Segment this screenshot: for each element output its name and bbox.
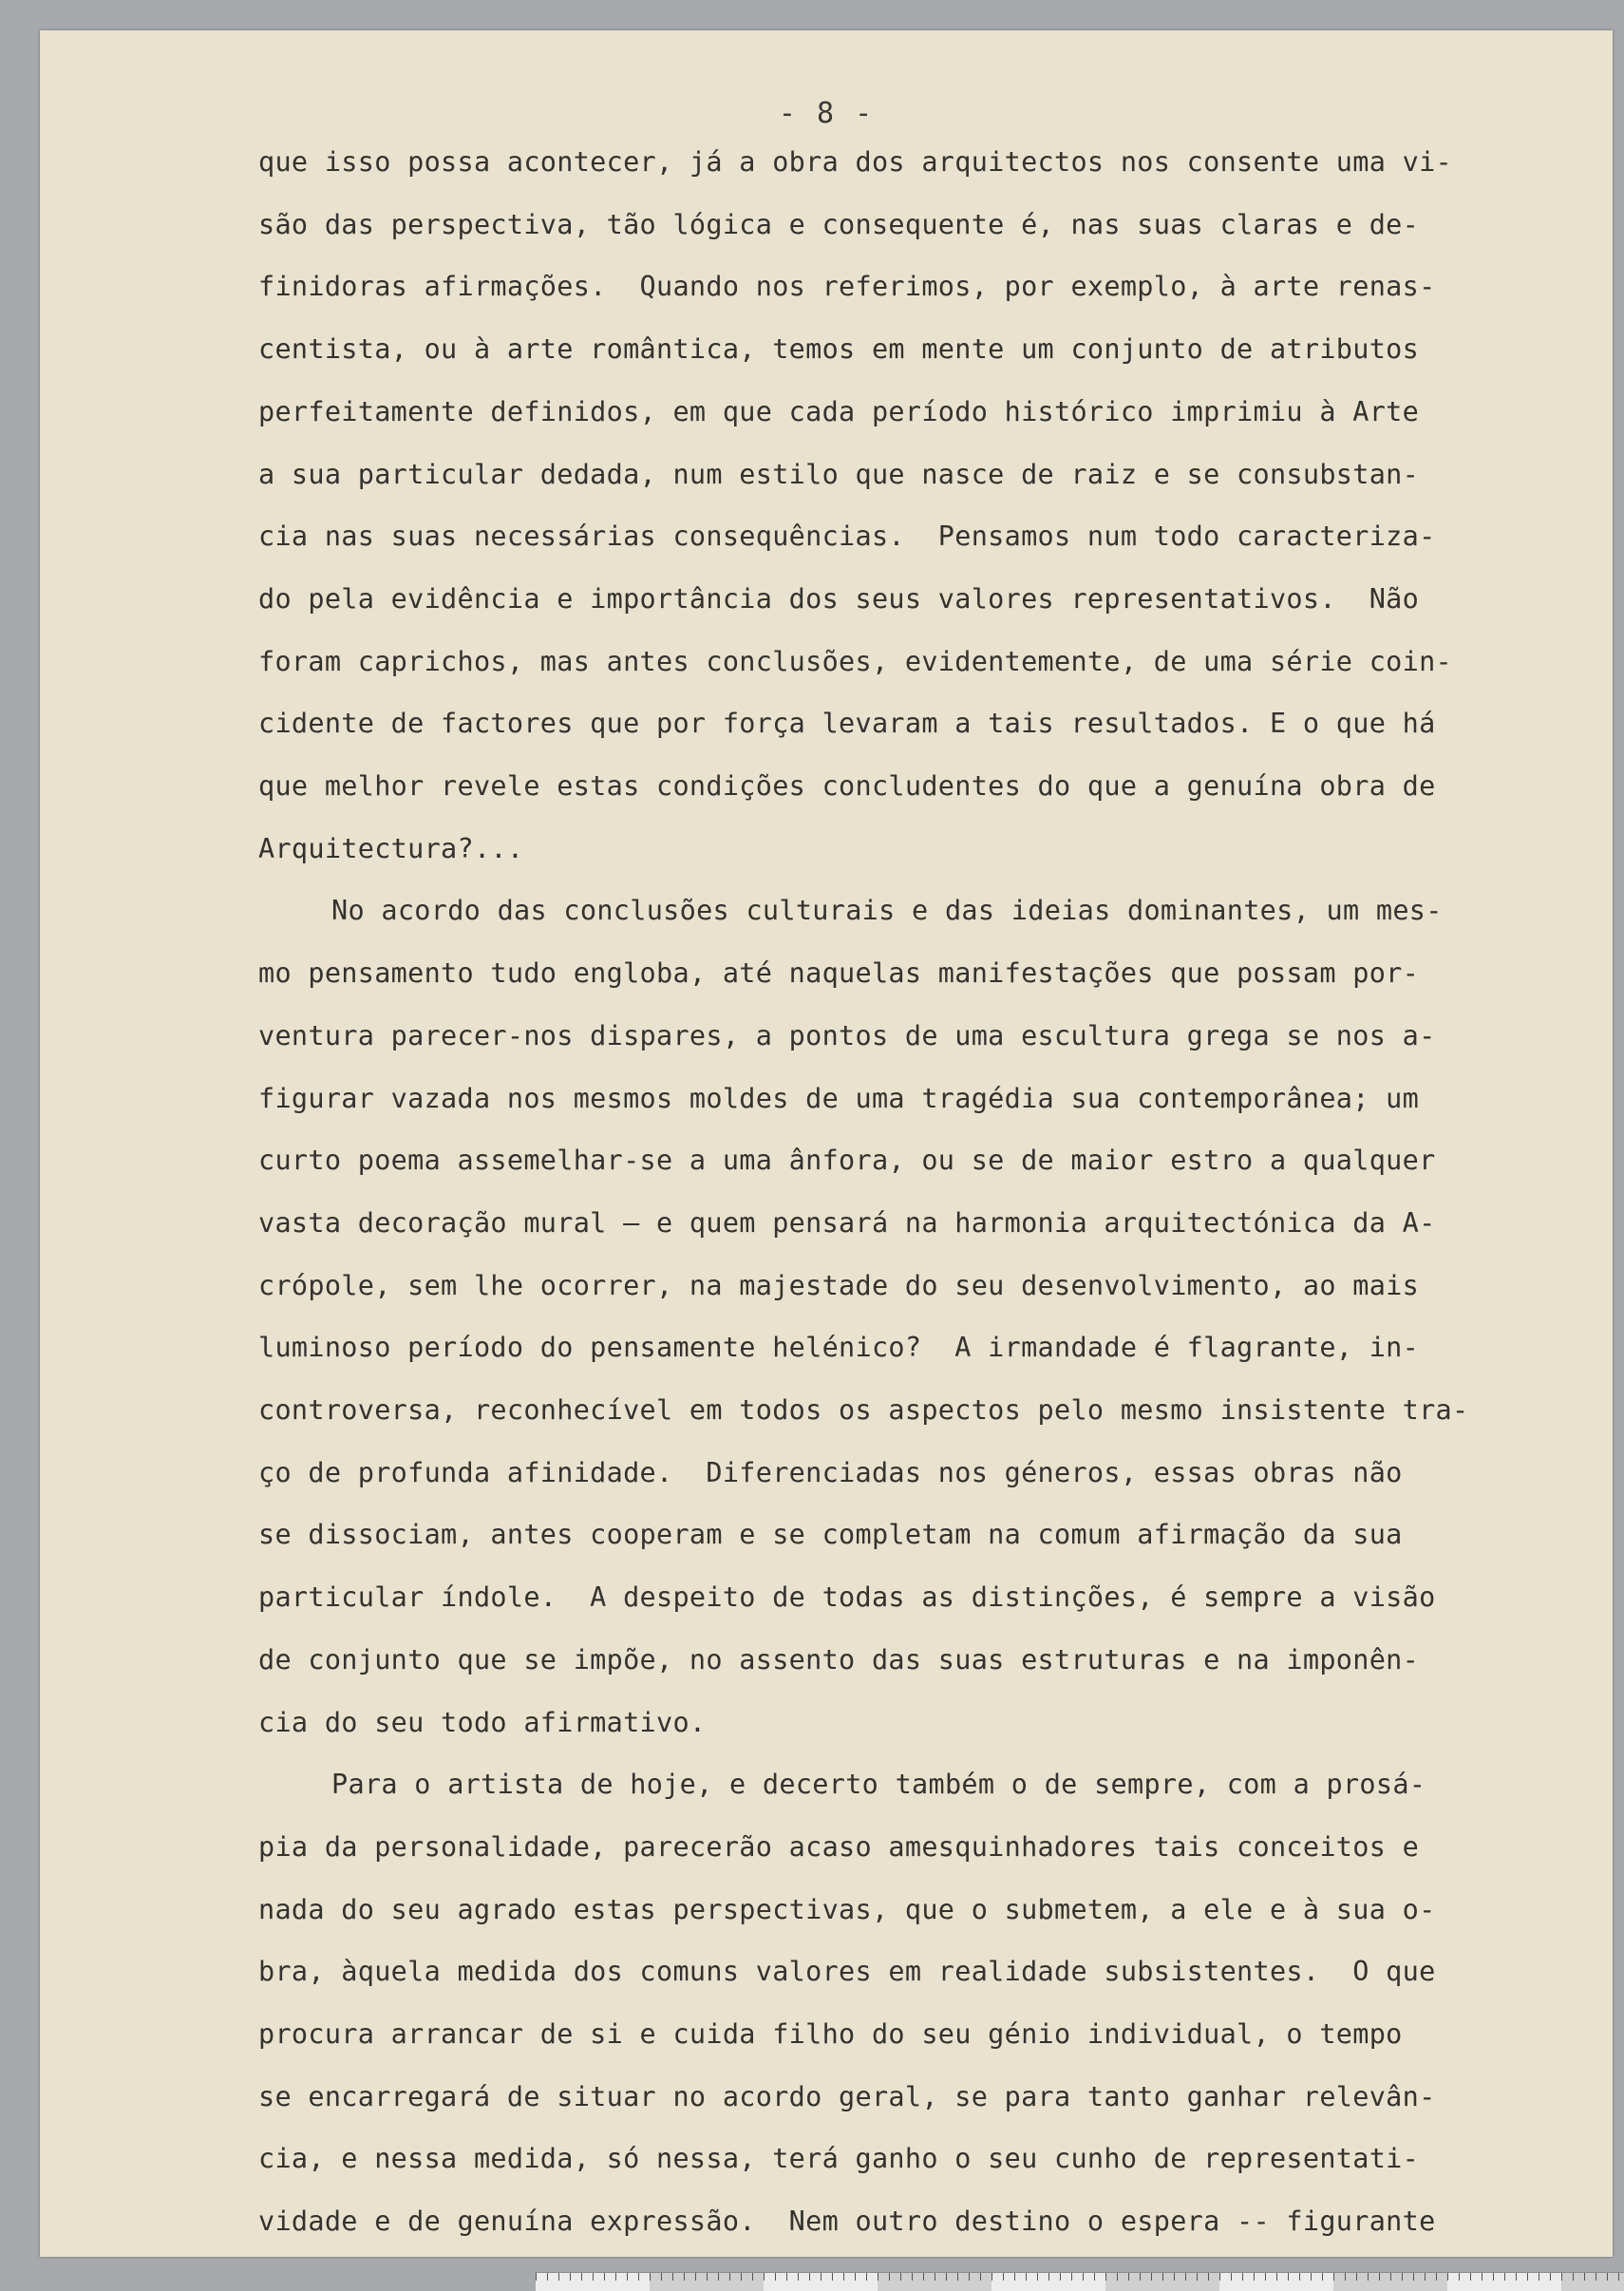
text-line: vasta decoração mural — e quem pensará na harmonia arquitectónica da A- [258, 1206, 1436, 1239]
text-line: curto poema assemelhar-se a uma ânfora, ou se de maior estro a qualquer [258, 1145, 1436, 1177]
text-line: centista, ou à arte romântica, temos em mente um conjunto de atributos [258, 333, 1420, 366]
text-line: Para o artista de hoje, e decerto também o de sempre, com a prosá- [331, 1769, 1426, 1801]
text-line: cia, e nessa medida, só nessa, terá ganho o seu cunho de representati- [258, 2143, 1420, 2175]
text-line: foram caprichos, mas antes conclusões, evidentemente, de uma série coin- [258, 645, 1453, 677]
text-line: se dissociam, antes cooperam e se completam na comum afirmação da sua [258, 1519, 1403, 1551]
text-line: se encarregará de situar no acordo geral, se para tanto ganhar relevân- [258, 2080, 1436, 2112]
text-line: do pela evidência e importância dos seus valores representativos. Não [258, 582, 1420, 615]
color-scale-ruler [536, 2272, 1624, 2291]
text-line: ventura parecer-nos dispares, a pontos de uma escultura grega se nos a- [258, 1019, 1436, 1051]
typewritten-page [40, 30, 1613, 2257]
text-line: No acordo das conclusões culturais e das ideias dominantes, um mes- [331, 895, 1443, 927]
text-line: cia do seu todo afirmativo. [258, 1706, 707, 1738]
text-line: cia nas suas necessárias consequências. Pensamos num todo caracteriza- [258, 521, 1436, 553]
text-line: mo pensamento tudo engloba, até naquelas manifestações que possam por- [258, 957, 1420, 990]
text-line: cidente de factores que por força levaram a tais resultados. E o que há [258, 708, 1436, 740]
text-line: Arquitectura?... [258, 832, 524, 864]
page-number: - 8 - [778, 97, 875, 130]
text-line: bra, àquela medida dos comuns valores em realidade subsistentes. O que [258, 1956, 1436, 1988]
text-line: controversa, reconhecível em todos os aspectos pelo mesmo insistente tra- [258, 1394, 1469, 1426]
text-line: vidade e de genuína expressão. Nem outro destino o espera -- figurante [258, 2206, 1436, 2238]
text-line: que isso possa acontecer, já a obra dos arquitectos nos consente uma vi- [258, 146, 1453, 178]
text-line: figurar vazada nos mesmos moldes de uma tragédia sua contemporânea; um [258, 1082, 1420, 1114]
text-line: a sua particular dedada, num estilo que nasce de raiz e se consubstan- [258, 458, 1420, 490]
text-line: finidoras afirmações. Quando nos referimos, por exemplo, à arte renas- [258, 271, 1436, 303]
text-line: luminoso período do pensamente helénico? A irmandade é flagrante, in- [258, 1332, 1420, 1364]
text-line: particular índole. A despeito de todas as distinções, é sempre a visão [258, 1581, 1436, 1614]
ruler-ticks [536, 2273, 1624, 2281]
text-line: crópole, sem lhe ocorrer, na majestade do seu desenvolvimento, ao mais [258, 1269, 1420, 1301]
text-line: de conjunto que se impõe, no assento das suas estruturas e na imponên- [258, 1643, 1420, 1676]
text-line: ço de profunda afinidade. Diferenciadas nos géneros, essas obras não [258, 1456, 1403, 1488]
text-line: nada do seu agrado estas perspectivas, que o submetem, a ele e à sua o- [258, 1893, 1436, 1925]
text-line: perfeitamente definidos, em que cada período histórico imprimiu à Arte [258, 395, 1420, 427]
text-line: são das perspectiva, tão lógica e consequente é, nas suas claras e de- [258, 208, 1420, 240]
text-line: procura arrancar de si e cuida filho do seu génio individual, o tempo [258, 2018, 1403, 2050]
text-line: pia da personalidade, parecerão acaso amesquinhadores tais conceitos e [258, 1830, 1420, 1863]
text-line: que melhor revele estas condições concludentes do que a genuína obra de [258, 770, 1436, 802]
